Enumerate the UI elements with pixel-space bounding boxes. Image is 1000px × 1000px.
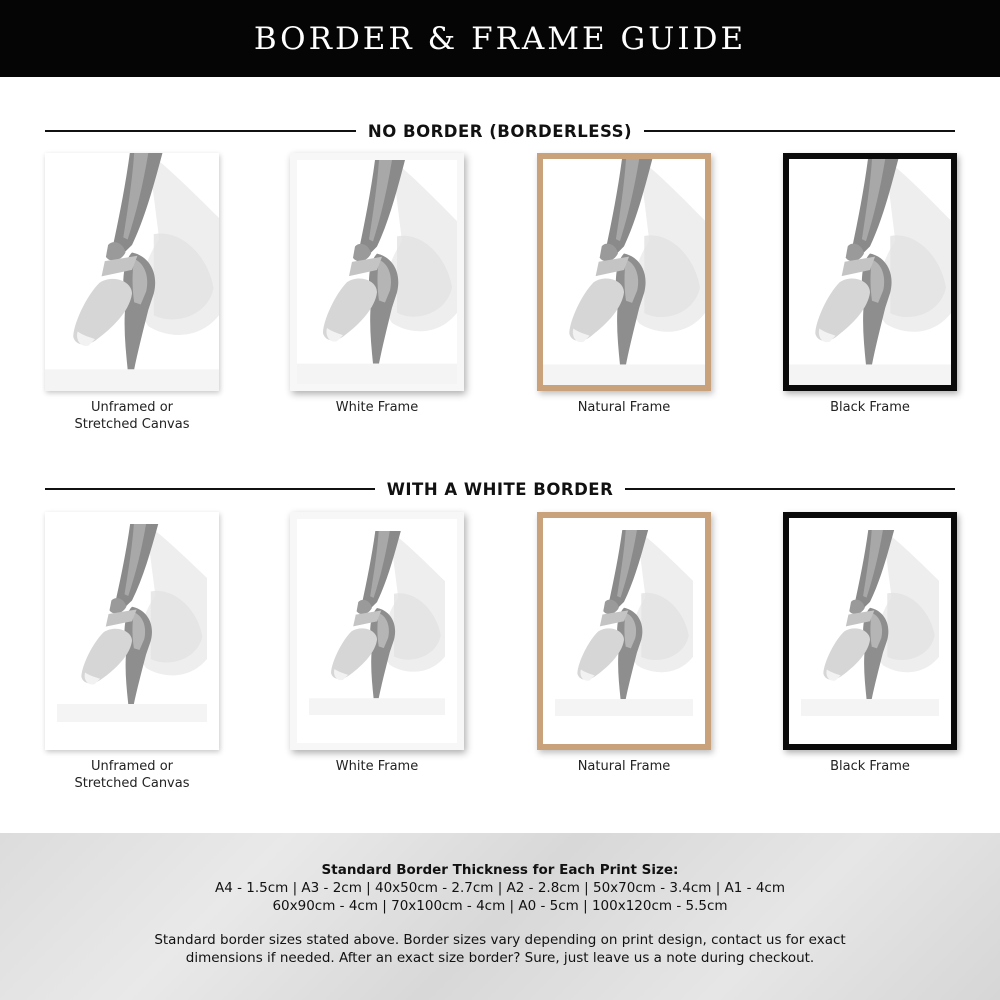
divider	[625, 488, 955, 490]
option-caption: Natural Frame	[577, 759, 671, 774]
divider	[45, 130, 356, 132]
option-caption: Natural Frame	[577, 400, 671, 415]
footer-heading: Standard Border Thickness for Each Print Size:	[321, 862, 679, 878]
option-white-frame[interactable]	[290, 512, 464, 812]
size-list: A4 - 1.5cm | A3 - 2cm | 40x50cm - 2.7cm | A2 - 2.8cm | 50x70cm - 3.4cm | A1 - 4cm 60x90cm - 4cm | 70x100cm - 4cm | A0 - 5cm | 100x120cm - 5.5cm	[214, 880, 785, 914]
artwork-photo	[789, 159, 951, 385]
artwork-photo	[309, 531, 445, 715]
artwork-photo	[297, 160, 457, 384]
border-thickness-footer	[0, 833, 1000, 1000]
natural-frame	[537, 512, 711, 750]
artwork-photo	[801, 530, 939, 716]
section-title: WITH A WHITE BORDER	[386, 479, 614, 499]
artwork-photo	[543, 159, 705, 385]
unframed-print	[45, 153, 219, 391]
option-black-frame[interactable]	[783, 153, 957, 453]
option-caption: White Frame	[335, 759, 419, 774]
page-title: BORDER & FRAME GUIDE	[253, 20, 747, 57]
divider	[644, 130, 955, 132]
artwork-photo	[57, 524, 207, 722]
option-caption: White Frame	[335, 400, 419, 415]
unframed-print	[45, 512, 219, 750]
option-black-frame[interactable]	[783, 512, 957, 812]
option-unframed[interactable]	[45, 153, 219, 453]
white-border-row	[0, 512, 1000, 812]
section-heading-white-border	[45, 474, 955, 504]
white-frame	[290, 153, 464, 391]
natural-frame	[537, 153, 711, 391]
option-caption: Black Frame	[830, 759, 910, 774]
option-caption: Unframed or Stretched Canvas	[74, 759, 190, 791]
section-title: NO BORDER (BORDERLESS)	[367, 121, 633, 141]
section-heading-borderless	[45, 116, 955, 146]
white-frame	[290, 512, 464, 750]
option-natural-frame[interactable]	[537, 153, 711, 453]
footer-note: Standard border sizes stated above. Border sizes vary depending on print design, contact us for exact dimensions if needed. After an exact size border? Sure, just leave us a note during checkout.	[154, 932, 846, 966]
option-white-frame[interactable]	[290, 153, 464, 453]
page-header	[0, 0, 1000, 77]
artwork-photo	[555, 530, 693, 716]
divider	[45, 488, 375, 490]
black-frame	[783, 512, 957, 750]
option-natural-frame[interactable]	[537, 512, 711, 812]
borderless-row	[0, 153, 1000, 453]
option-unframed[interactable]	[45, 512, 219, 812]
option-caption: Black Frame	[830, 400, 910, 415]
option-caption: Unframed or Stretched Canvas	[74, 400, 190, 432]
black-frame	[783, 153, 957, 391]
artwork-photo	[45, 153, 219, 391]
